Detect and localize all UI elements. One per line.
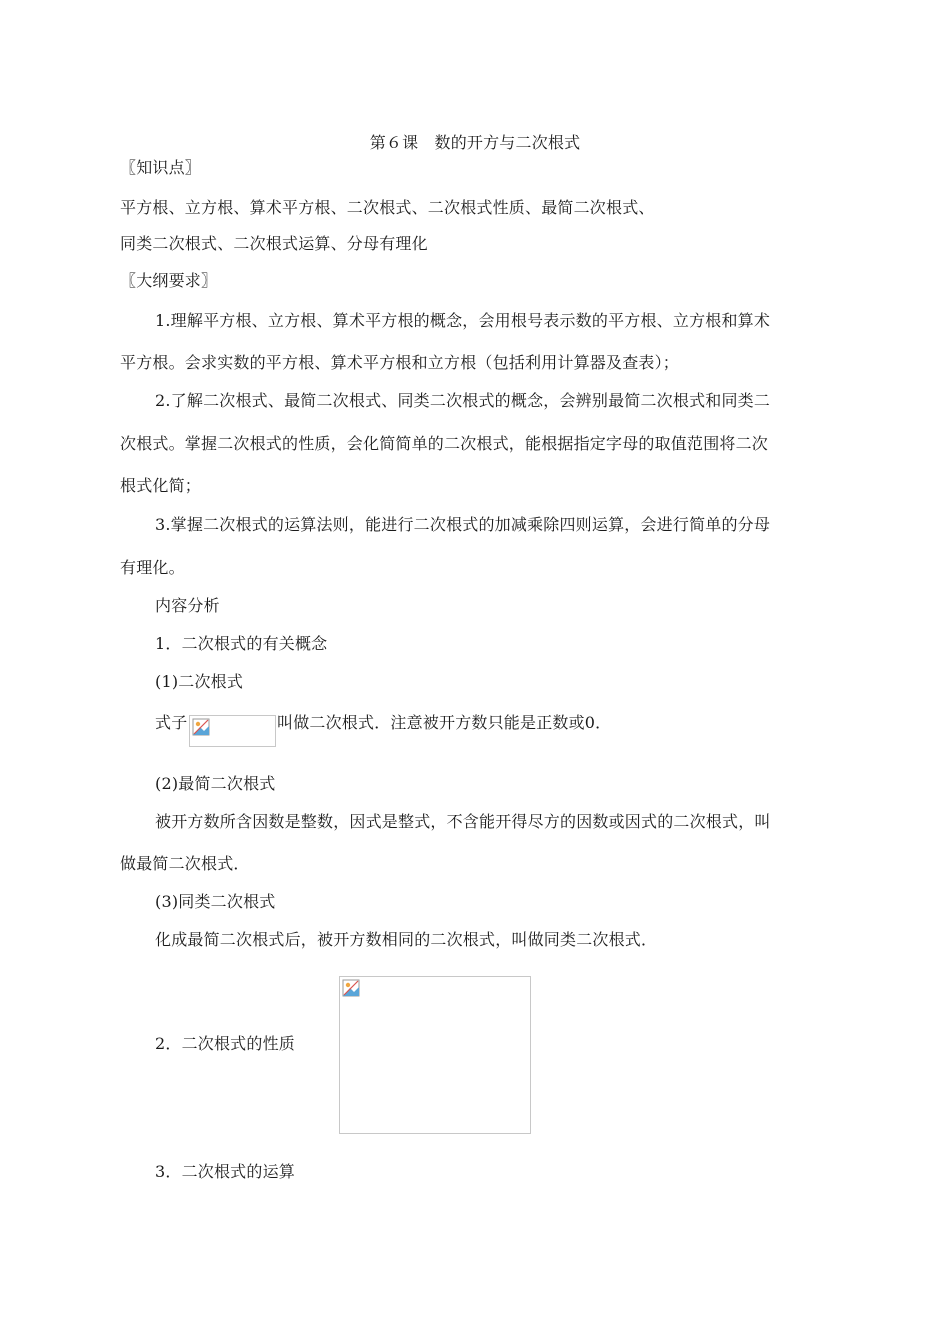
subsection-3-line-1: 化成最简二次根式后，被开方数相同的二次根式，叫做同类二次根式． — [155, 930, 658, 949]
requirement-2-line-1: 2.了解二次根式、最简二次根式、同类二次根式的概念，会辨别最简二次根式和同类二 — [155, 391, 771, 410]
requirement-1-line-1: 1.理解平方根、立方根、算术平方根的概念，会用根号表示数的平方根、立方根和算术 — [155, 311, 771, 330]
subsection-2-heading: (2)最简二次根式 — [155, 774, 276, 793]
subsection-3-heading: (3)同类二次根式 — [155, 892, 276, 911]
analysis-heading: 内容分析 — [155, 596, 220, 615]
requirement-3-line-2: 有理化。 — [120, 558, 185, 577]
section-1-heading: 1．二次根式的有关概念 — [155, 634, 328, 653]
broken-image-icon — [192, 718, 210, 736]
section-2-heading: 2．二次根式的性质 — [155, 1034, 295, 1053]
formula-image-placeholder — [189, 715, 276, 747]
subsection-1-text-after: 叫做二次根式．注意被开方数只能是正数或0． — [277, 713, 612, 732]
outline-heading: 〖大纲要求〗 — [120, 271, 218, 290]
subsection-2-line-2: 做最简二次根式． — [120, 854, 250, 873]
broken-image-icon — [342, 979, 360, 997]
requirement-1-line-2: 平方根。会求实数的平方根、算术平方根和立方根（包括利用计算器及查表）； — [120, 353, 680, 372]
requirement-2-line-3: 根式化简； — [120, 476, 202, 495]
properties-image-placeholder — [339, 976, 531, 1134]
knowledge-line-1: 平方根、立方根、算术平方根、二次根式、二次根式性质、最简二次根式、 — [120, 198, 655, 217]
section-3-heading: 3．二次根式的运算 — [155, 1162, 295, 1181]
subsection-1-heading: (1)二次根式 — [155, 672, 244, 691]
page-title: 第６课 数的开方与二次根式 — [369, 133, 581, 152]
subsection-1-text-before: 式子 — [155, 713, 188, 732]
requirement-2-line-2: 次根式。掌握二次根式的性质，会化简简单的二次根式，能根据指定字母的取值范围将二次 — [120, 434, 769, 453]
requirement-3-line-1: 3.掌握二次根式的运算法则，能进行二次根式的加减乘除四则运算，会进行简单的分母 — [155, 515, 771, 534]
knowledge-line-2: 同类二次根式、二次根式运算、分母有理化 — [120, 234, 428, 253]
subsection-2-line-1: 被开方数所含因数是整数，因式是整式，不含能开得尽方的因数或因式的二次根式，叫 — [155, 812, 771, 831]
knowledge-heading: 〖知识点〗 — [120, 158, 202, 177]
